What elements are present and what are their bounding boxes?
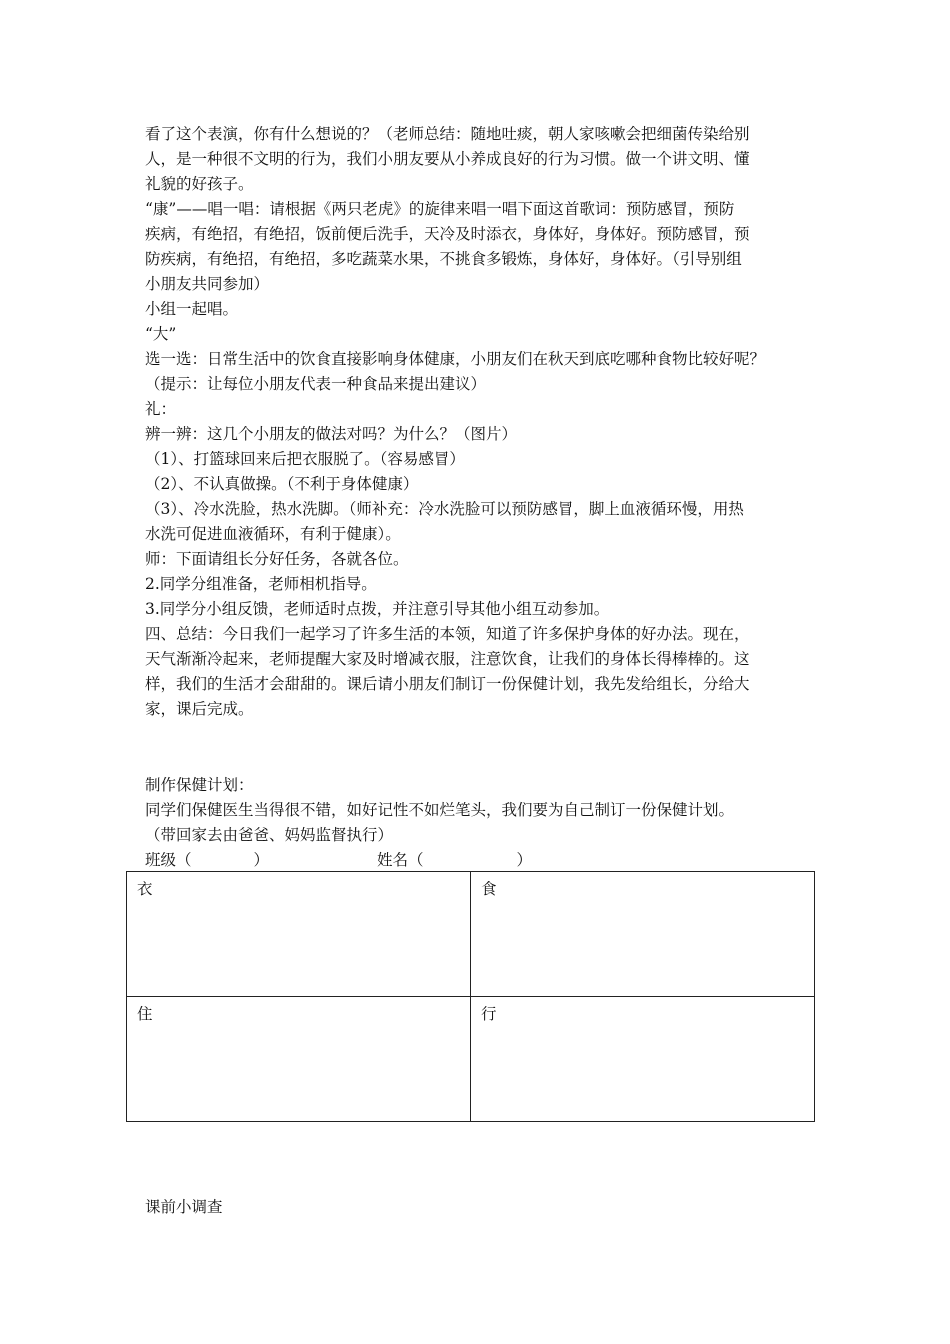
cell-label: 行: [481, 1005, 497, 1023]
plan-intro: 同学们保健医生当得很不错，如好记性不如烂笔头，我们要为自己制订一份保健计划。: [145, 801, 735, 819]
text-line: 3.同学分小组反馈，老师适时点拨，并注意引导其他小组互动参加。: [145, 600, 610, 618]
text-line: （3）、冷水洗脸，热水洗脚。（师补充：冷水洗脸可以预防感冒，脚上血液循环慢，用热: [145, 500, 744, 518]
text-line: 小朋友共同参加）: [145, 275, 270, 293]
table-row: [127, 997, 815, 1122]
text-line: 样，我们的生活才会甜甜的。课后请小朋友们制订一份保健计划，我先发给组长，分给大: [145, 675, 750, 693]
text-line: 2.同学分组准备，老师相机指导。: [145, 575, 377, 593]
class-name-row: [145, 848, 815, 873]
body-text: [145, 122, 815, 722]
survey-heading: 课前小调查: [145, 1198, 223, 1216]
text-line: 选一选：日常生活中的饮食直接影响身体健康，小朋友们在秋天到底吃哪种食物比较好呢？: [145, 350, 766, 368]
text-line: （2）、不认真做操。（不利于身体健康）: [145, 475, 419, 493]
text-line: 辨一辨：这几个小朋友的做法对吗？为什么？（图片）: [145, 425, 518, 443]
cell-label: 食: [481, 880, 497, 898]
text-line: 天气渐渐冷起来，老师提醒大家及时增减衣服，注意饮食，让我们的身体长得棒棒的。这: [145, 650, 750, 668]
plan-intro-note: （带回家去由爸爸、妈妈监督执行）: [145, 826, 394, 844]
text-line: 礼貌的好孩子。: [145, 175, 254, 193]
text-line: 看了这个表演，你有什么想说的？（老师总结：随地吐痰，朝人家咳嗽会把细菌传染给别: [145, 125, 750, 143]
cell-clothing[interactable]: [127, 872, 471, 997]
cell-food[interactable]: [471, 872, 815, 997]
text-line: 四、总结：今日我们一起学习了许多生活的本领，知道了许多保护身体的好办法。现在，: [145, 625, 750, 643]
text-line: 水洗可促进血液循环，有利于健康）。: [145, 525, 401, 543]
cell-housing[interactable]: [127, 997, 471, 1122]
text-line: 防疾病，有绝招，有绝招，多吃蔬菜水果，不挑食多锻炼，身体好，身体好。（引导别组: [145, 250, 742, 268]
table-row: [127, 872, 815, 997]
plan-heading: 制作保健计划：: [145, 776, 254, 794]
text-line: 家，课后完成。: [145, 700, 254, 718]
cell-travel[interactable]: [471, 997, 815, 1122]
text-line: “大”: [145, 325, 177, 343]
name-field[interactable]: 姓名（ ）: [377, 851, 533, 869]
text-line: 小组一起唱。: [145, 300, 239, 318]
text-line: （1）、打篮球回来后把衣服脱了。（容易感冒）: [145, 450, 465, 468]
text-line: 礼：: [145, 400, 177, 418]
health-plan-table: [126, 871, 815, 1122]
health-plan-section: [145, 773, 815, 873]
class-field[interactable]: 班级（ ）: [145, 851, 270, 869]
text-line: 疾病，有绝招，有绝招，饭前便后洗手，天冷及时添衣，身体好，身体好。预防感冒，预: [145, 225, 750, 243]
cell-label: 衣: [137, 880, 153, 898]
text-line: 师：下面请组长分好任务，各就各位。: [145, 550, 409, 568]
cell-label: 住: [137, 1005, 153, 1023]
text-line: 人，是一种很不文明的行为，我们小朋友要从小养成良好的行为习惯。做一个讲文明、懂: [145, 150, 750, 168]
text-line: “康”——唱一唱：请根据《两只老虎》的旋律来唱一唱下面这首歌词：预防感冒，预防: [145, 200, 735, 218]
text-line: （提示：让每位小朋友代表一种食品来提出建议）: [145, 375, 487, 393]
